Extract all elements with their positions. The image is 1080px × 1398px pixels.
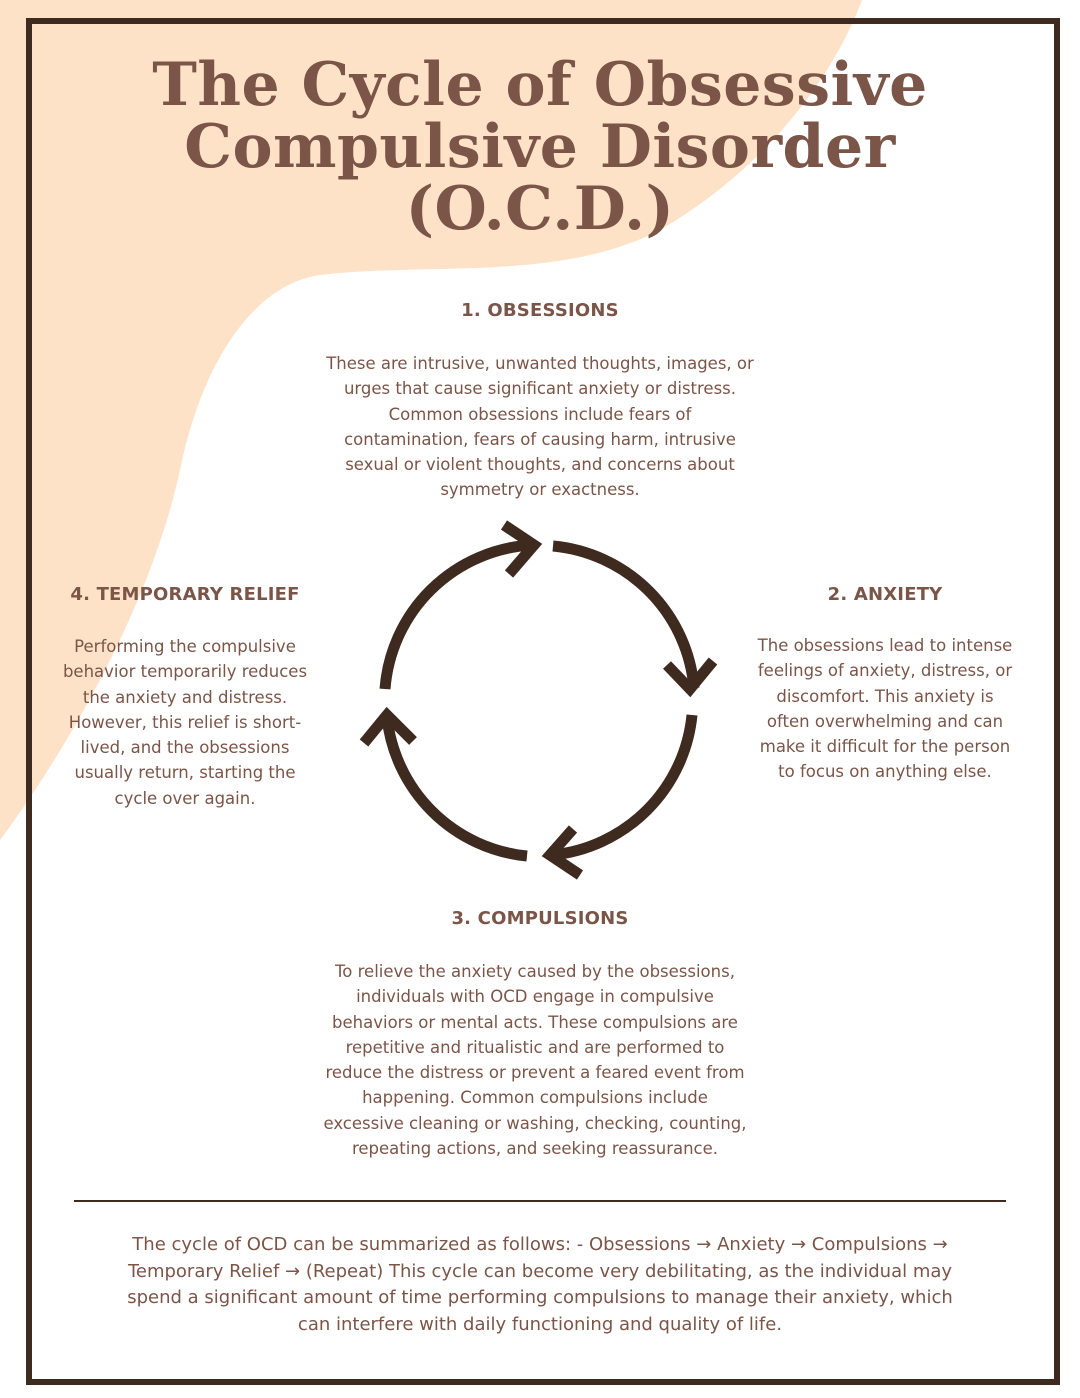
obsessions-line: contamination, fears of causing harm, intrusive <box>344 429 736 449</box>
compulsions-line: individuals with OCD engage in compulsive <box>356 987 714 1007</box>
title-line-3: (O.C.D.) <box>405 174 675 244</box>
compulsions-description <box>292 959 778 1161</box>
anxiety-description <box>738 633 1032 785</box>
obsessions-line: These are intrusive, unwanted thoughts, images, or <box>326 354 754 373</box>
title-line-2: Compulsive Disorder <box>184 112 896 182</box>
obsessions-line: symmetry or exactness. <box>440 480 640 500</box>
compulsions-line: excessive cleaning or washing, checking, counting, <box>323 1113 747 1133</box>
page-title <box>0 50 1080 244</box>
anxiety-heading: 2. ANXIETY <box>827 584 943 605</box>
compulsions-line: repetitive and ritualistic and are performed to <box>345 1037 725 1057</box>
divider <box>74 1200 1006 1202</box>
temporary-relief-heading: 4. TEMPORARY RELIEF <box>70 584 300 605</box>
anxiety-line: make it difficult for the person <box>759 737 1011 757</box>
compulsions-line: reduce the distress or prevent a feared event from <box>325 1063 745 1083</box>
anxiety-line: discomfort. This anxiety is <box>776 686 994 706</box>
obsessions-line: sexual or violent thoughts, and concerns about <box>345 455 735 475</box>
compulsions-line: To relieve the anxiety caused by the obsessions, <box>335 962 735 981</box>
temporary-relief-description <box>44 634 326 811</box>
anxiety-line: feelings of anxiety, distress, or <box>757 661 1013 681</box>
relief-line: However, this relief is short- <box>68 712 302 732</box>
summary-paragraph <box>80 1232 1000 1338</box>
obsessions-description <box>300 351 780 503</box>
summary-line: Temporary Relief → (Repeat) This cycle can become very debilitating, as the individual may <box>127 1260 953 1282</box>
compulsions-heading: 3. COMPULSIONS <box>451 908 629 929</box>
relief-line: cycle over again. <box>114 788 256 808</box>
circular-arrows-icon <box>340 505 740 905</box>
obsessions-heading: 1. OBSESSIONS <box>461 300 619 321</box>
summary-line: can interfere with daily functioning and quality of life. <box>297 1313 783 1335</box>
title-line-1: The Cycle of Obsessive <box>152 50 928 120</box>
relief-line: lived, and the obsessions <box>80 738 290 758</box>
anxiety-line: to focus on anything else. <box>778 762 992 782</box>
compulsions-line: happening. Common compulsions include <box>362 1088 708 1108</box>
anxiety-line: often overwhelming and can <box>766 711 1004 731</box>
obsessions-line: Common obsessions include fears of <box>388 404 692 424</box>
summary-line: The cycle of OCD can be summarized as follows: - Obsessions → Anxiety → Compulsions → <box>132 1234 948 1255</box>
relief-line: usually return, starting the <box>74 763 296 783</box>
relief-line: behavior temporarily reduces <box>62 662 308 682</box>
relief-line: Performing the compulsive <box>74 637 296 656</box>
anxiety-line: The obsessions lead to intense <box>757 636 1013 655</box>
compulsions-line: repeating actions, and seeking reassurance. <box>351 1139 719 1159</box>
summary-line: spend a significant amount of time performing compulsions to manage their anxiety, which <box>127 1287 953 1309</box>
obsessions-line: urges that cause significant anxiety or distress. <box>343 379 737 399</box>
compulsions-line: behaviors or mental acts. These compulsions are <box>332 1012 738 1032</box>
relief-line: the anxiety and distress. <box>82 687 288 707</box>
